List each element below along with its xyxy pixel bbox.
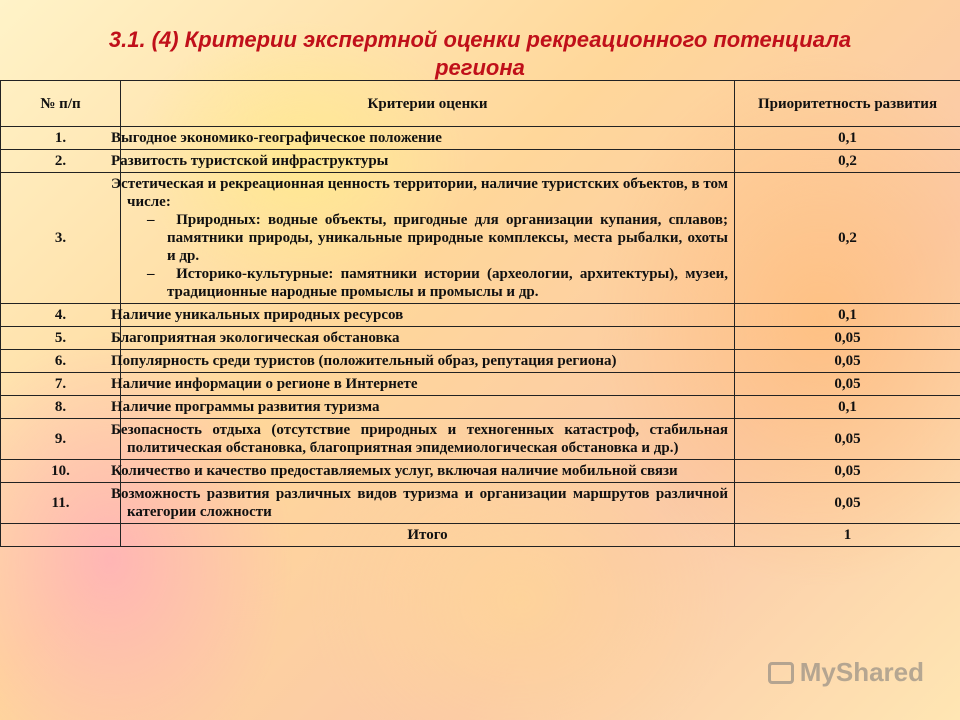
row-criteria-main: Эстетическая и рекреационная ценность территории, наличие туристских объектов, в том числе: [111, 176, 728, 210]
table-row [1, 483, 960, 524]
row-value: 0,2 [735, 173, 960, 304]
title-line-2: региона [435, 55, 525, 80]
table-row [1, 127, 960, 150]
row-criteria: Безопасность отдыха (отсутствие природных и техногенных катастроф, стабильная политическая обстановка, благоприятная эпидемиологическая обстановка и др.) [121, 419, 735, 460]
table-total-row [1, 524, 960, 547]
table-row [1, 327, 960, 350]
table-row [1, 373, 960, 396]
row-num: 3. [1, 173, 121, 304]
row-num: 4. [1, 304, 121, 327]
header-num: № п/п [1, 81, 121, 127]
table-row [1, 396, 960, 419]
row-value: 0,1 [735, 396, 960, 419]
row-value: 0,1 [735, 127, 960, 150]
row-value: 0,05 [735, 350, 960, 373]
row-criteria: Наличие уникальных природных ресурсов [121, 304, 735, 327]
watermark [768, 657, 924, 688]
row-value: 0,05 [735, 327, 960, 350]
row-value: 0,05 [735, 373, 960, 396]
page-title [0, 26, 960, 82]
row-value: 0,05 [735, 460, 960, 483]
row-value: 0,2 [735, 150, 960, 173]
header-priority: Приоритетность развития [735, 81, 960, 127]
table-row [1, 460, 960, 483]
table-row [1, 173, 960, 304]
row-num: 2. [1, 150, 121, 173]
total-label: Итого [121, 524, 735, 547]
row-value: 0,1 [735, 304, 960, 327]
row-criteria [111, 173, 735, 304]
header-criteria: Критерии оценки [121, 81, 735, 127]
presentation-icon [768, 662, 794, 684]
row-criteria: Количество и качество предоставляемых услуг, включая наличие мобильной связи [121, 460, 735, 483]
table-header-row [1, 81, 960, 127]
table-row [1, 150, 960, 173]
sub-criteria-natural: – Природных: водные объекты, пригодные для организации купания, сплавов; памятники природы, уникальные природные комплексы, места рыбалки, охоты и др. [127, 211, 728, 265]
row-criteria: Выгодное экономико-географическое положение [121, 127, 735, 150]
total-empty-cell [1, 524, 121, 547]
total-value: 1 [735, 524, 960, 547]
row-value: 0,05 [735, 419, 960, 460]
row-criteria: Наличие программы развития туризма [121, 396, 735, 419]
table-row [1, 419, 960, 460]
row-criteria: Развитость туристской инфраструктуры [121, 150, 735, 173]
row-num: 5. [1, 327, 121, 350]
row-criteria: Благоприятная экологическая обстановка [121, 327, 735, 350]
row-value: 0,05 [735, 483, 960, 524]
row-num: 9. [1, 419, 121, 460]
row-num: 8. [1, 396, 121, 419]
sub-criteria-cultural: – Историко-культурные: памятники истории (археологии, архитектуры), музеи, традиционные народные промыслы и промыслы и др. [127, 265, 728, 301]
row-criteria: Наличие информации о регионе в Интернете [121, 373, 735, 396]
title-line-1: 3.1. (4) Критерии экспертной оценки рекреационного потенциала [108, 27, 852, 52]
table-row [1, 304, 960, 327]
row-num: 7. [1, 373, 121, 396]
criteria-table [0, 80, 960, 547]
row-criteria: Возможность развития различных видов туризма и организации маршрутов различной категории сложности [121, 483, 735, 524]
row-num: 10. [1, 460, 121, 483]
row-num: 11. [1, 483, 121, 524]
table-row [1, 350, 960, 373]
row-num: 6. [1, 350, 121, 373]
row-criteria: Популярность среди туристов (положительный образ, репутация региона) [121, 350, 735, 373]
watermark-text: MyShared [799, 657, 924, 687]
row-num: 1. [1, 127, 121, 150]
